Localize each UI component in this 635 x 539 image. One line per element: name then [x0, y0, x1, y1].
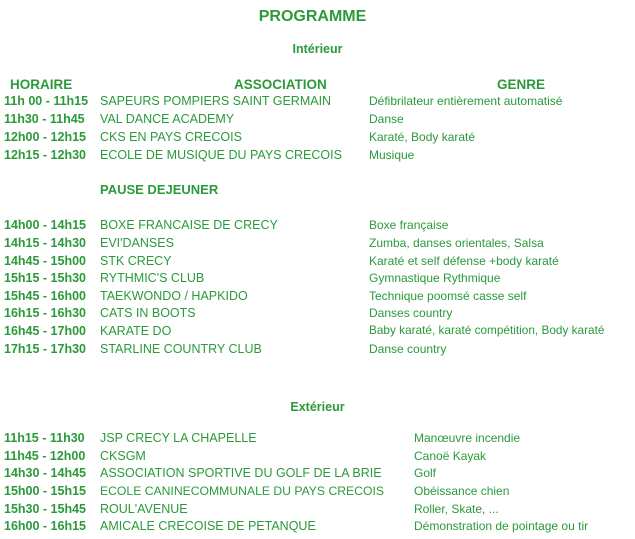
time-cell: 11h45 - 12h00 — [4, 449, 86, 463]
column-header-association: ASSOCIATION — [234, 77, 327, 92]
table-row — [0, 255, 635, 271]
table-row — [0, 520, 635, 536]
genre-cell: Karaté, Body karaté — [369, 130, 476, 144]
table-row — [0, 237, 635, 253]
genre-cell: Zumba, danses orientales, Salsa — [369, 236, 544, 250]
column-header-genre: GENRE — [497, 77, 546, 92]
table-row — [0, 307, 635, 323]
time-cell: 15h45 - 16h00 — [4, 289, 86, 303]
table-row — [0, 343, 635, 359]
genre-cell: Défibrilateur entièrement automatisé — [369, 94, 563, 108]
table-row — [0, 95, 635, 111]
time-cell: 11h30 - 11h45 — [4, 112, 85, 126]
table-row — [0, 450, 635, 466]
association-cell: BOXE FRANCAISE DE CRECY — [100, 218, 278, 232]
time-cell: 12h15 - 12h30 — [4, 148, 86, 162]
column-header-horaire: HORAIRE — [10, 77, 73, 92]
time-cell: 11h15 - 11h30 — [4, 431, 85, 445]
time-cell: 15h15 - 15h30 — [4, 271, 86, 285]
genre-cell: Démonstration de pointage ou tir — [414, 519, 589, 533]
genre-cell: Roller, Skate, ... — [414, 502, 499, 516]
table-row — [0, 432, 635, 448]
association-cell: KARATE DO — [100, 324, 172, 338]
genre-cell: Danses country — [369, 306, 453, 320]
association-cell: ROUL'AVENUE — [100, 502, 188, 516]
association-cell: CKS EN PAYS CRECOIS — [100, 130, 242, 144]
genre-cell: Golf — [414, 466, 437, 480]
table-row — [0, 467, 635, 483]
association-cell: ECOLE DE MUSIQUE DU PAYS CRECOIS — [100, 148, 342, 162]
association-cell: AMICALE CRECOISE DE PETANQUE — [100, 519, 316, 533]
time-cell: 11h 00 - 11h15 — [4, 94, 89, 108]
association-cell: CATS IN BOOTS — [100, 306, 196, 320]
genre-cell: Gymnastique Rythmique — [369, 271, 501, 285]
table-row — [0, 503, 635, 519]
association-cell: TAEKWONDO / HAPKIDO — [100, 289, 248, 303]
association-cell: EVI'DANSES — [100, 236, 174, 250]
table-row — [0, 272, 635, 288]
page-title: PROGRAMME — [258, 8, 367, 25]
genre-cell: Karaté et self défense +body karaté — [369, 254, 559, 268]
time-cell: 15h30 - 15h45 — [4, 502, 86, 516]
genre-cell: Manœuvre incendie — [414, 431, 521, 445]
table-row — [0, 149, 635, 165]
time-cell: 16h15 - 16h30 — [4, 306, 86, 320]
time-cell: 17h15 - 17h30 — [4, 342, 86, 356]
genre-cell: Canoë Kayak — [414, 449, 487, 463]
genre-cell: Technique poomsé casse self — [369, 289, 527, 303]
association-cell: CKSGM — [100, 449, 146, 463]
association-cell: STARLINE COUNTRY CLUB — [100, 342, 262, 356]
section-heading-interieur: Intérieur — [292, 42, 343, 56]
genre-cell: Danse country — [369, 342, 447, 356]
association-cell: STK CRECY — [100, 254, 172, 268]
genre-cell: Baby karaté, karaté compétition, Body karaté — [369, 323, 605, 337]
time-cell: 14h30 - 14h45 — [4, 466, 86, 480]
time-cell: 14h15 - 14h30 — [4, 236, 86, 250]
time-cell: 16h00 - 16h15 — [4, 519, 86, 533]
genre-cell: Danse — [369, 112, 404, 126]
association-cell: SAPEURS POMPIERS SAINT GERMAIN — [100, 94, 332, 108]
time-cell: 16h45 - 17h00 — [4, 324, 86, 338]
time-cell: 15h00 - 15h15 — [4, 484, 86, 498]
association-cell: JSP CRECY LA CHAPELLE — [100, 431, 257, 445]
association-cell: RYTHMIC'S CLUB — [100, 271, 205, 285]
time-cell: 12h00 - 12h15 — [4, 130, 86, 144]
association-cell: ASSOCIATION SPORTIVE DU GOLF DE LA BRIE — [100, 466, 382, 480]
table-row — [0, 290, 635, 306]
association-cell: ECOLE CANINECOMMUNALE DU PAYS CRECOIS — [100, 484, 384, 498]
genre-cell: Musique — [369, 148, 415, 162]
table-row — [0, 219, 635, 235]
table-row — [0, 325, 635, 341]
genre-cell: Boxe française — [369, 218, 449, 232]
time-cell: 14h45 - 15h00 — [4, 254, 86, 268]
section-heading-exterieur: Extérieur — [290, 400, 345, 414]
time-cell: 14h00 - 14h15 — [4, 218, 86, 232]
genre-cell: Obéissance chien — [414, 484, 510, 498]
pause-dejeuner-label: PAUSE DEJEUNER — [100, 182, 219, 197]
table-row — [0, 113, 635, 129]
table-row — [0, 131, 635, 147]
table-row — [0, 485, 635, 501]
association-cell: VAL DANCE ACADEMY — [100, 112, 235, 126]
